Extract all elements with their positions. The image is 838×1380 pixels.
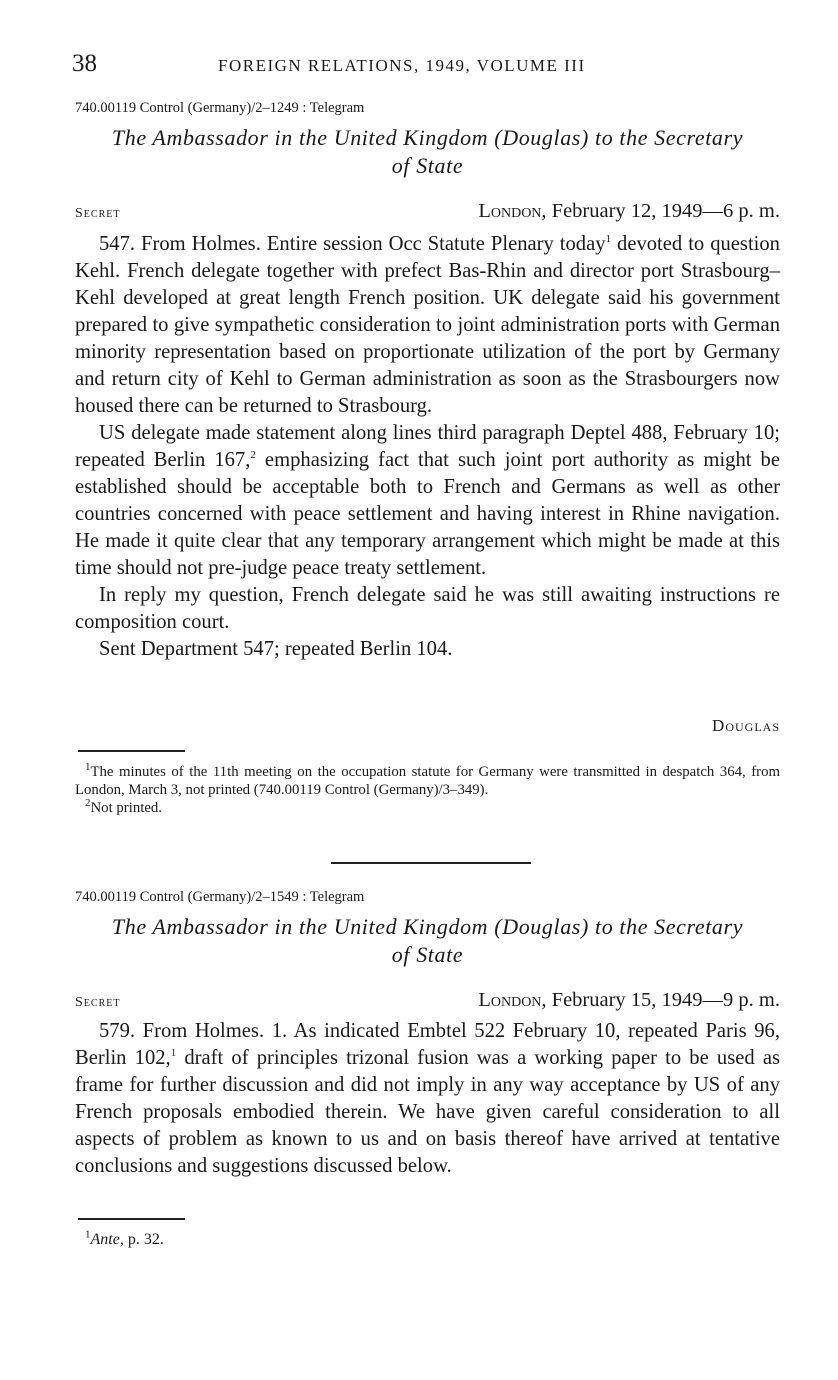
paragraph: 547. From Holmes. Entire session Occ Statute Plenary today$^1$ devoted to question Kehl. French delegate together with prefect Bas-Rhin and director port Strasbourg–Kehl developed at great length French position. UK delegate said his government prepared to give sympathetic consideration to joint administration ports with German minority representation based on proportionate utilization of the port by Germany and return city of Kehl to German administration as soon as the Strasbourgers now housed there can be returned to Strasbourg. xyxy=(75,233,780,417)
paragraph: Sent Department 547; repeated Berlin 104. xyxy=(99,638,453,660)
date: , February 12, 1949—6 p. m. xyxy=(541,200,780,222)
footnote: $^1$The minutes of the 11th meeting on the occupation statute for Germany were transmitted in despatch 364, from London, March 3, not printed (740.00119 Control (Germany)/3–349). xyxy=(75,761,780,798)
footnote: $^1$Ante, p. 32. xyxy=(85,1228,164,1248)
title-line: of State xyxy=(391,153,464,178)
footnotes-1 xyxy=(75,763,780,817)
footnotes-2 xyxy=(75,1228,780,1249)
classification-1: Secret xyxy=(75,206,121,221)
date: , February 15, 1949—9 p. m. xyxy=(541,989,780,1011)
running-title: FOREIGN RELATIONS, 1949, VOLUME III xyxy=(218,56,586,75)
footnote-divider xyxy=(78,750,185,752)
footnote-ref: 1 xyxy=(170,1047,177,1060)
dateline-2 xyxy=(478,989,780,1012)
footnote-ref: 1 xyxy=(605,233,612,246)
footnote-ref: 2 xyxy=(250,449,256,462)
place: London xyxy=(478,200,542,222)
paragraph: US delegate made statement along lines third paragraph Deptel 488, February 10; repeated Berlin 167,$^2$ emphasizing fact that such joint port authority as might be established should be acceptable both to French and Germans as well as other countries concerned with peace settlement and having interest in Rhine navigation. He made it quite clear that any temporary arrangement which might be made at this time should not pre-judge peace treaty settlement. xyxy=(75,422,780,579)
file-reference-2: 740.00119 Control (Germany)/2–1549 : Telegram xyxy=(75,889,365,905)
signature-1: Douglas xyxy=(712,716,780,735)
title-line: of State xyxy=(391,942,464,967)
classification-2: Secret xyxy=(75,995,121,1010)
place: London xyxy=(478,989,542,1011)
paragraph: In reply my question, French delegate said he was still awaiting instructions re composition court. xyxy=(75,584,780,633)
telegram-body-2 xyxy=(75,1018,780,1180)
paragraph: 579. From Holmes. 1. As indicated Embtel 522 February 10, repeated Paris 96, Berlin 102,$^1$ draft of principles trizonal fusion was a working paper to be used as frame for further discussion and did not imply in any way acceptance by US of any French proposals embodied therein. We have given careful consideration to all aspects of problem as known to us and on basis thereof have arrived at tentative conclusions and suggestions discussed below. xyxy=(75,1020,780,1177)
title-line: The Ambassador in the United Kingdom (Douglas) to the Secretary xyxy=(111,914,744,939)
dateline-1 xyxy=(478,200,780,223)
telegram-body-1 xyxy=(75,231,780,663)
page-number: 38 xyxy=(72,50,97,77)
file-reference-1: 740.00119 Control (Germany)/2–1249 : Telegram xyxy=(75,100,365,116)
section-divider xyxy=(331,862,531,864)
document-title-2 xyxy=(60,913,795,969)
footnote: $^2$Not printed. xyxy=(85,797,163,816)
title-line: The Ambassador in the United Kingdom (Douglas) to the Secretary xyxy=(111,125,744,150)
footnote-divider xyxy=(78,1218,185,1220)
document-title-1 xyxy=(60,124,795,180)
